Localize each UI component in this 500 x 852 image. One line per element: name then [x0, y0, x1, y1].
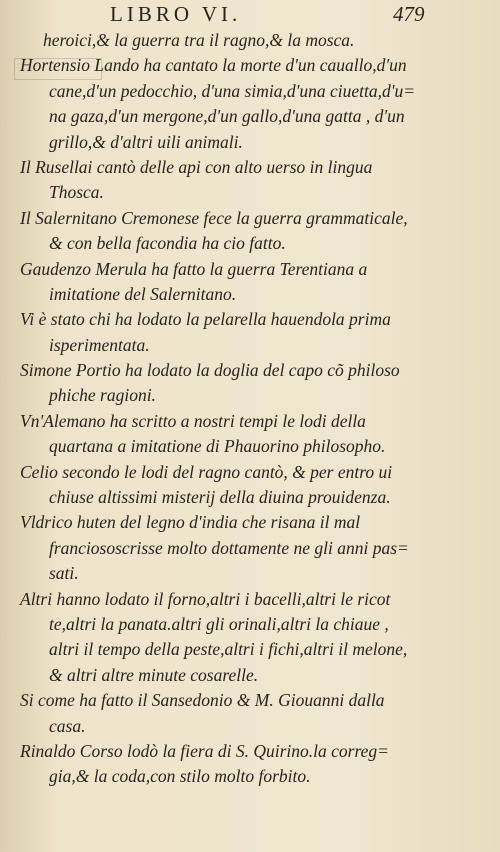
- text-line: chiuse altissimi misterij della diuina prouidenza.: [49, 487, 391, 508]
- text-entry: [0, 587, 500, 689]
- text-line: imitatione del Salernitano.: [49, 283, 237, 304]
- text-line: Gaudenzo Merula ha fatto la guerra Terentiana a: [20, 258, 368, 279]
- text-line: heroici,& la guerra tra il ragno,& la mosca.: [43, 30, 355, 50]
- text-entry: [0, 307, 500, 358]
- text-line: Il Salernitano Cremonese fece la guerra grammaticale,: [20, 207, 408, 228]
- text-entry: [0, 409, 500, 460]
- text-line: Vn'Alemano ha scritto a nostri tempi le lodi della: [20, 410, 366, 431]
- text-entry: [0, 257, 500, 308]
- text-entry: [0, 28, 500, 53]
- text-line: Simone Portio ha lodato la doglia del capo cõ philoso: [20, 360, 400, 381]
- text-entry: [0, 155, 500, 206]
- text-entry: [0, 739, 500, 790]
- text-line: sati.: [49, 563, 79, 584]
- text-line: gia,& la coda,con stilo molto forbito.: [49, 766, 311, 787]
- text-line: isperimentata.: [49, 334, 150, 355]
- text-entry: [0, 510, 500, 586]
- text-line: Vi è stato chi ha lodato la pelarella hauendola prima: [20, 309, 391, 330]
- text-line: cane,d'un pedocchio, d'una simia,d'una ciuetta,d'u=: [49, 80, 416, 101]
- text-line: & con bella facondia ha cio fatto.: [49, 233, 286, 254]
- page-header: [0, 2, 500, 28]
- text-line: Il Rusellai cantò delle api con alto uerso in lingua: [20, 156, 373, 177]
- text-line: te,altri la panata.altri gli orinali,altri la chiaue ,: [49, 613, 389, 634]
- text-line: phiche ragioni.: [49, 385, 156, 406]
- text-entry: [0, 460, 500, 511]
- text-entry: [0, 206, 500, 257]
- text-line: Rinaldo Corso lodò la fiera di S. Quirino.la correg=: [20, 740, 389, 761]
- text-entry: [0, 53, 500, 155]
- page-number: 479: [393, 2, 425, 26]
- body-text: [0, 28, 500, 790]
- text-line: & altri altre minute cosarelle.: [49, 664, 259, 685]
- text-line: na gaza,d'un mergone,d'un gallo,d'una gatta , d'un: [49, 106, 405, 127]
- text-entry: [0, 688, 500, 739]
- text-line: Hortensio Lando ha cantato la morte d'un cauallo,d'un: [20, 55, 407, 76]
- text-line: franciososcrisse molto dottamente ne gli anni pas=: [49, 537, 409, 558]
- text-line: quartana a imitatione di Phauorino philosopho.: [49, 436, 386, 457]
- text-line: Vldrico huten del legno d'india che risana il mal: [20, 512, 361, 533]
- text-entry: [0, 358, 500, 409]
- text-line: altri il tempo della peste,altri i fichi,altri il melone,: [49, 639, 408, 660]
- text-line: Altri hanno lodato il forno,altri i bacelli,altri le ricot: [20, 588, 391, 609]
- text-line: Celio secondo le lodi del ragno cantò, & per entro ui: [20, 461, 393, 482]
- text-line: casa.: [49, 715, 86, 736]
- running-head: LIBRO VI.: [110, 2, 242, 26]
- text-line: Si come ha fatto il Sansedonio & M. Giouanni dalla: [20, 690, 385, 711]
- text-line: Thosca.: [49, 182, 104, 203]
- text-line: grillo,& d'altri uili animali.: [49, 131, 243, 152]
